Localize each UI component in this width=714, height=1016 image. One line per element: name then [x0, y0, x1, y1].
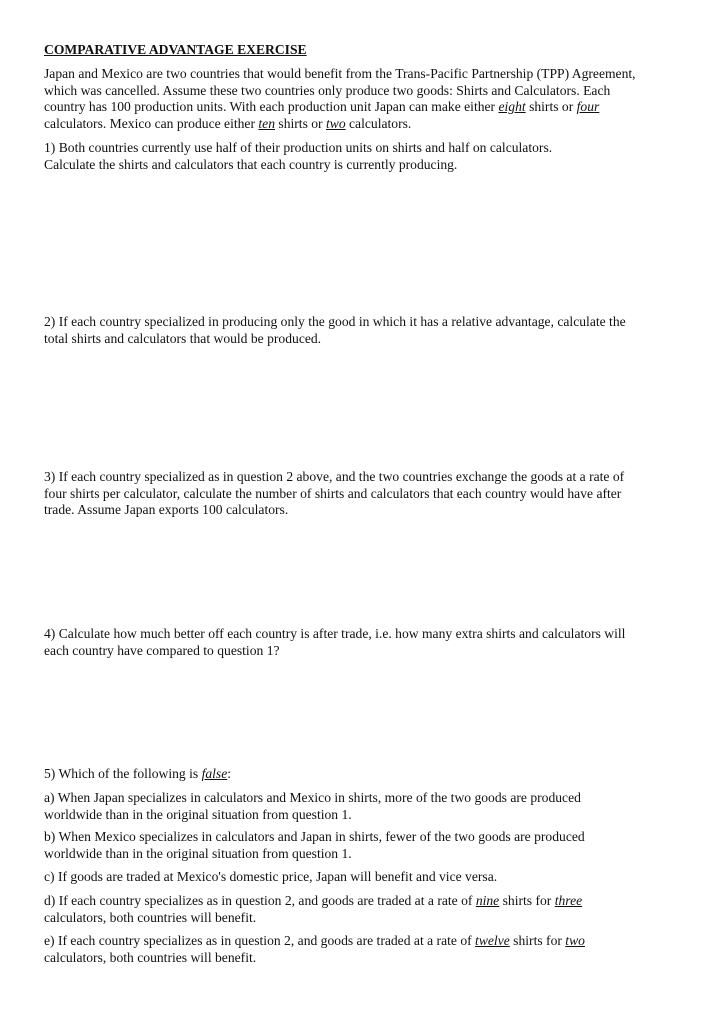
emphasis-eight: eight	[498, 99, 526, 115]
intro-paragraph	[44, 66, 674, 132]
option-text: d) If each country specializes as in question 2, and goods are traded at a rate of	[44, 893, 476, 908]
emphasis-four: four	[576, 99, 600, 115]
option-b-line-1: b) When Mexico specializes in calculators and Japan in shirts, fewer of the two goods are produced	[44, 829, 585, 844]
emphasis-false: false	[201, 766, 228, 781]
option-e-line-1	[44, 933, 674, 950]
option-text: shirts for	[499, 893, 555, 908]
emphasis-nine: nine	[475, 893, 500, 908]
option-b-line-2: worldwide than in the original situation from question 1.	[44, 845, 352, 861]
stem-text: 5) Which of the following is	[44, 766, 202, 781]
option-d	[44, 893, 674, 926]
question-4-line-1: 4) Calculate how much better off each country is after trade, i.e. how many extra shirts and calculators will	[44, 626, 626, 641]
question-2	[44, 314, 674, 347]
emphasis-ten: ten	[258, 115, 275, 131]
question-2-line-1: 2) If each country specialized in producing only the good in which it has a relative advantage, calculate the	[44, 314, 626, 329]
question-5-stem	[44, 766, 674, 783]
option-a	[44, 790, 674, 823]
emphasis-two: two	[565, 933, 585, 948]
option-text: shirts for	[509, 933, 566, 948]
question-1	[44, 140, 674, 173]
option-a-line-2: worldwide than in the original situation from question 1.	[44, 806, 352, 822]
question-3-line-1: 3) If each country specialized as in question 2 above, and the two countries exchange the goods at a rate of	[44, 469, 625, 484]
emphasis-two: two	[325, 115, 346, 131]
option-c-line-1: c) If goods are traded at Mexico's domestic price, Japan will benefit and vice versa.	[44, 869, 498, 884]
option-b	[44, 829, 674, 862]
question-3	[44, 469, 674, 519]
question-1-line-1: 1) Both countries currently use half of their production units on shirts and half on calculators.	[44, 140, 553, 155]
emphasis-three: three	[554, 893, 583, 908]
intro-text: shirts or	[525, 99, 577, 115]
intro-text: calculators. Mexico can produce either	[44, 115, 259, 131]
intro-text: shirts or	[275, 115, 326, 131]
intro-line-1: Japan and Mexico are two countries that would benefit from the Trans-Pacific Partnership (TPP) Agreement,	[44, 66, 636, 81]
intro-line-2: which was cancelled. Assume these two countries only produce two goods: Shirts and Calculators. Each	[44, 82, 611, 98]
option-a-line-1: a) When Japan specializes in calculators and Mexico in shirts, more of the two goods are produced	[44, 790, 581, 805]
option-e-line-2: calculators, both countries will benefit.	[44, 949, 257, 965]
intro-line-4	[44, 116, 674, 133]
question-4	[44, 626, 674, 659]
question-3-line-3: trade. Assume Japan exports 100 calculators.	[44, 502, 289, 518]
option-d-line-1	[44, 893, 674, 910]
question-3-line-2: four shirts per calculator, calculate the number of shirts and calculators that each country would have after	[44, 485, 622, 501]
question-4-line-2: each country have compared to question 1?	[44, 642, 280, 658]
emphasis-twelve: twelve	[475, 933, 510, 948]
option-text: e) If each country specializes as in question 2, and goods are traded at a rate of	[44, 933, 476, 948]
intro-text: country has 100 production units. With each production unit Japan can make either	[44, 99, 499, 115]
intro-line-3	[44, 99, 674, 116]
option-d-line-2: calculators, both countries will benefit.	[44, 909, 257, 925]
option-e	[44, 933, 674, 966]
intro-text: calculators.	[345, 115, 412, 131]
question-5-stem-line	[44, 766, 674, 783]
question-1-line-2: Calculate the shirts and calculators that each country is currently producing.	[44, 156, 458, 172]
stem-text: :	[227, 766, 232, 781]
question-2-line-2: total shirts and calculators that would be produced.	[44, 330, 322, 346]
document-title: COMPARATIVE ADVANTAGE EXERCISE	[44, 42, 307, 57]
option-c	[44, 869, 674, 886]
